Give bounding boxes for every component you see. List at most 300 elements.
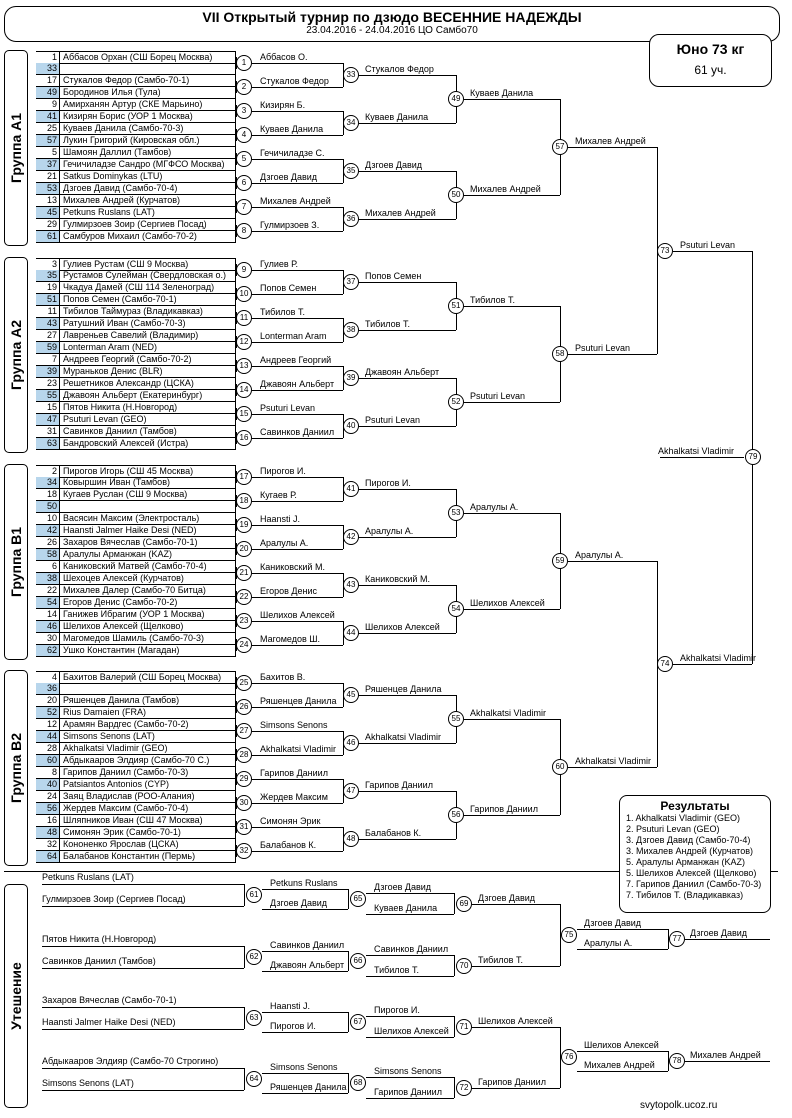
seed-number: 14 xyxy=(36,609,60,620)
match-number: 68 xyxy=(350,1075,366,1091)
bracket-line xyxy=(348,889,349,909)
entry-row xyxy=(36,414,236,426)
bracket-line xyxy=(42,1068,244,1069)
match-number: 30 xyxy=(236,795,252,811)
champion-name: Akhalkatsi Vladimir xyxy=(658,446,735,457)
winner-name: Akhalkatsi Vladimir xyxy=(365,732,442,742)
player-name xyxy=(63,501,236,512)
bracket-line xyxy=(252,366,343,367)
consolation-drop-in: Гарипов Даниил xyxy=(374,1087,442,1097)
seed-number: 35 xyxy=(36,270,60,281)
winner-name: Akhalkatsi Vladimir xyxy=(575,756,652,766)
group-box-b1 xyxy=(4,464,28,660)
winner-name: Гулмирзоев З. xyxy=(260,220,320,230)
bracket-line xyxy=(366,976,454,977)
result-item: 5. Шелихов Алексей (Щелково) xyxy=(626,868,757,878)
bracket-line xyxy=(454,893,455,914)
bracket-line xyxy=(359,633,456,634)
match-number: 71 xyxy=(456,1019,472,1035)
player-name: Михалев Далер (Самбо-70 Битца) xyxy=(63,585,236,596)
seed-number: 64 xyxy=(36,851,60,862)
entry-row xyxy=(36,183,236,195)
seed-number: 3 xyxy=(36,259,60,270)
bracket-line xyxy=(262,889,348,890)
consolation-entrant: Пятов Никита (Н.Новгород) xyxy=(42,934,157,944)
match-number: 25 xyxy=(236,675,252,691)
consolation-entrant: Абдыкааров Элдияр (Самбо-70 Строгино) xyxy=(42,1056,219,1066)
match-number: 1 xyxy=(236,55,252,71)
match-number: 57 xyxy=(552,139,568,155)
player-name xyxy=(63,683,236,694)
player-name: Ратушний Иван (Самбо-70-3) xyxy=(63,318,236,329)
seed-number: 62 xyxy=(36,645,60,656)
bracket-line xyxy=(252,827,343,828)
seed-number: 22 xyxy=(36,585,60,596)
results-title: Результаты xyxy=(660,799,730,813)
bracket-line xyxy=(252,573,343,574)
seed-number: 24 xyxy=(36,791,60,802)
consolation-entrant: Савинков Даниил (Тамбов) xyxy=(42,956,156,966)
winner-name: Андреев Георгий xyxy=(260,355,332,365)
match-number: 73 xyxy=(657,243,673,259)
match-number: 20 xyxy=(236,541,252,557)
bracket-line xyxy=(262,1032,348,1033)
seed-number: 8 xyxy=(36,767,60,778)
bracket-line xyxy=(359,585,456,586)
bracket-line xyxy=(673,664,752,665)
seed-number: 5 xyxy=(36,147,60,158)
entry-row xyxy=(36,330,236,342)
player-name: Абдыкааров Элдияр (Самбо-70 С.) xyxy=(63,755,236,766)
entry-row xyxy=(36,171,236,183)
entry-row xyxy=(36,378,236,390)
winner-name: Михалев Андрей xyxy=(575,136,646,146)
seed-number: 13 xyxy=(36,195,60,206)
seed-number: 47 xyxy=(36,414,60,425)
bracket-line xyxy=(252,183,343,184)
bracket-line xyxy=(464,815,560,816)
match-number: 61 xyxy=(246,887,262,903)
winner-name: Шелихов Алексей xyxy=(470,598,545,608)
seed-number: 53 xyxy=(36,183,60,194)
bracket-line xyxy=(252,525,343,526)
entry-row xyxy=(36,719,236,731)
match-number: 23 xyxy=(236,613,252,629)
player-name xyxy=(63,63,236,74)
player-name: Ганижев Ибрагим (УОР 1 Москва) xyxy=(63,609,236,620)
seed-number: 48 xyxy=(36,827,60,838)
bracket-line xyxy=(366,893,454,894)
entry-row xyxy=(36,63,236,75)
player-name: Муранькoв Денис (BLR) xyxy=(63,366,236,377)
consolation-drop-in: Пирогов И. xyxy=(270,1021,316,1031)
match-number: 66 xyxy=(350,953,366,969)
entry-row xyxy=(36,294,236,306)
consolation-drop-in: Ряшенцев Данила xyxy=(270,1082,347,1092)
bracket-line xyxy=(359,537,456,538)
match-number: 74 xyxy=(657,656,673,672)
bracket-line xyxy=(359,330,456,331)
seed-number: 23 xyxy=(36,378,60,389)
bracket-line xyxy=(252,597,343,598)
bronze-winner: Михалев Андрей xyxy=(690,1050,761,1060)
seed-number: 27 xyxy=(36,330,60,341)
winner-name: Михалев Андрей xyxy=(260,196,331,206)
seed-number: 49 xyxy=(36,87,60,98)
seed-number: 2 xyxy=(36,466,60,477)
match-number: 44 xyxy=(343,625,359,641)
bracket-line xyxy=(359,743,456,744)
winner-name: Кугаев Р. xyxy=(260,490,297,500)
winner-name: Psuturi Levan xyxy=(365,415,421,425)
winner-name: Шелихов Алексей xyxy=(584,1040,659,1050)
group-label: Группа А2 xyxy=(8,319,24,391)
winner-name: Попов Семен xyxy=(365,271,422,281)
bracket-line xyxy=(685,939,770,940)
player-name: Haansti Jalmer Haike Desi (NED) xyxy=(63,525,236,536)
entry-row xyxy=(36,791,236,803)
winner-name: Шелихов Алексей xyxy=(365,622,440,632)
player-name: Psuturi Levan (GEO) xyxy=(63,414,236,425)
match-number: 17 xyxy=(236,469,252,485)
match-number: 5 xyxy=(236,151,252,167)
bracket-line xyxy=(454,1077,455,1098)
player-name: Тибилов Таймураз (Владикавказ) xyxy=(63,306,236,317)
player-name: Попов Семен (Самбо-70-1) xyxy=(63,294,236,305)
match-number: 9 xyxy=(236,262,252,278)
match-number: 77 xyxy=(669,931,685,947)
player-name: Ряшенцев Данила (Тамбов) xyxy=(63,695,236,706)
winner-name: Савинков Даниил xyxy=(260,427,335,437)
consolation-drop-in: Дзгоев Давид xyxy=(270,898,328,908)
winner-name: Akhalkatsi Vladimir xyxy=(470,708,547,718)
winner-name: Аббасов О. xyxy=(260,52,308,62)
match-number: 4 xyxy=(236,127,252,143)
seed-number: 29 xyxy=(36,219,60,230)
match-number: 3 xyxy=(236,103,252,119)
player-name: Шехоцев Алексей (Курчатов) xyxy=(63,573,236,584)
player-name: Гулиев Рустам (СШ 9 Москва) xyxy=(63,259,236,270)
entry-row xyxy=(36,695,236,707)
bracket-line xyxy=(359,219,456,220)
match-number: 14 xyxy=(236,382,252,398)
bracket-line xyxy=(252,803,343,804)
player-name: Жердев Максим (Самбо-70-4) xyxy=(63,803,236,814)
winner-name: Гарипов Даниил xyxy=(478,1076,546,1087)
entry-row xyxy=(36,147,236,159)
results-box xyxy=(619,795,771,913)
bracket-line xyxy=(252,779,343,780)
winner-name: Куваев Данила xyxy=(470,88,534,98)
player-name: Захаров Вячеслав (Самбо-70-1) xyxy=(63,537,236,548)
match-number: 48 xyxy=(343,831,359,847)
bracket-line xyxy=(252,135,343,136)
seed-number: 58 xyxy=(36,549,60,560)
match-number: 31 xyxy=(236,819,252,835)
bracket-line xyxy=(464,195,560,196)
entry-row xyxy=(36,767,236,779)
winner-name: Симонян Эрик xyxy=(260,816,321,826)
player-name: Куваев Данила (Самбо-70-3) xyxy=(63,123,236,134)
winner-name: Шелихов Алексей xyxy=(260,610,335,620)
match-number: 72 xyxy=(456,1080,472,1096)
entry-row xyxy=(36,159,236,171)
bracket-line xyxy=(252,111,343,112)
result-item: 7. Тибилов Т. (Владикавказ) xyxy=(626,890,744,900)
bracket-line xyxy=(359,378,456,379)
player-name: Рустамов Сулейман (Свердловская о.) xyxy=(63,270,236,281)
consolation-entrant: Захаров Вячеслав (Самбо-70-1) xyxy=(42,995,177,1005)
bracket-line xyxy=(673,251,752,252)
match-number: 76 xyxy=(561,1049,577,1065)
bracket-line xyxy=(359,791,456,792)
entry-row xyxy=(36,489,236,501)
bracket-line xyxy=(472,904,560,905)
player-name: Аралулы Арманжан (KAZ) xyxy=(63,549,236,560)
bracket-line xyxy=(262,971,348,972)
bracket-line xyxy=(366,1016,454,1017)
winner-name: Ряшенцев Данила xyxy=(260,696,337,706)
bracket-line xyxy=(348,951,349,971)
winner-name: Савинков Даниил xyxy=(374,944,449,954)
seed-number: 63 xyxy=(36,438,60,449)
match-number: 35 xyxy=(343,163,359,179)
player-name: Гечичиладзе Сандро (МГФСО Москва) xyxy=(63,159,236,170)
entry-row xyxy=(36,438,236,450)
seed-number: 59 xyxy=(36,342,60,353)
match-number: 7 xyxy=(236,199,252,215)
bracket-line xyxy=(568,561,657,562)
entry-row xyxy=(36,707,236,719)
seed-number: 11 xyxy=(36,306,60,317)
bracket-line xyxy=(252,294,343,295)
player-name: Джавоян Альберт (Екатеринбург) xyxy=(63,390,236,401)
player-name: Satkus Dominykas (LTU) xyxy=(63,171,236,182)
entry-row xyxy=(36,827,236,839)
entry-row xyxy=(36,633,236,645)
entry-row xyxy=(36,621,236,633)
bracket-line xyxy=(252,207,343,208)
player-name: Дзгоев Давид (Самбо-70-4) xyxy=(63,183,236,194)
result-item: 2. Psuturi Levan (GEO) xyxy=(626,824,720,834)
entry-row xyxy=(36,231,236,243)
bracket-line xyxy=(42,946,244,947)
seed-number: 4 xyxy=(36,672,60,683)
entry-row xyxy=(36,195,236,207)
player-name: Пирогов Игорь (СШ 45 Москва) xyxy=(63,466,236,477)
seed-number: 34 xyxy=(36,477,60,488)
winner-name: Аралулы А. xyxy=(575,550,624,560)
player-name: Андреев Георгий (Самбо-70-2) xyxy=(63,354,236,365)
category-box xyxy=(649,34,772,87)
winner-name: Lonterman Aram xyxy=(260,331,327,341)
entry-row xyxy=(36,306,236,318)
entry-row xyxy=(36,645,236,657)
match-number: 75 xyxy=(561,927,577,943)
seed-number: 52 xyxy=(36,707,60,718)
consolation-entrant: Haansti Jalmer Haike Desi (NED) xyxy=(42,1017,176,1027)
seed-number: 25 xyxy=(36,123,60,134)
entry-row xyxy=(36,537,236,549)
entry-row xyxy=(36,525,236,537)
entry-row xyxy=(36,779,236,791)
seed-number: 51 xyxy=(36,294,60,305)
match-number: 49 xyxy=(448,91,464,107)
winner-name: Тибилов Т. xyxy=(470,295,515,305)
winner-name: Попов Семен xyxy=(260,283,317,293)
entry-row xyxy=(36,318,236,330)
match-number: 50 xyxy=(448,187,464,203)
seed-number: 17 xyxy=(36,75,60,86)
player-name: Шелихов Алексей (Щелково) xyxy=(63,621,236,632)
match-number: 8 xyxy=(236,223,252,239)
entry-row xyxy=(36,597,236,609)
seed-number: 15 xyxy=(36,402,60,413)
group-box-a1 xyxy=(4,50,28,246)
seed-number: 50 xyxy=(36,501,60,512)
entry-row xyxy=(36,111,236,123)
match-number: 37 xyxy=(343,274,359,290)
consolation-drop-in: Джавоян Альберт xyxy=(270,960,345,970)
seed-number: 33 xyxy=(36,63,60,74)
bracket-line xyxy=(42,906,244,907)
match-number: 42 xyxy=(343,529,359,545)
seed-number: 21 xyxy=(36,171,60,182)
winner-name: Дзгоев Давид xyxy=(584,917,642,928)
seed-number: 43 xyxy=(36,318,60,329)
match-number: 52 xyxy=(448,394,464,410)
match-number: 55 xyxy=(448,711,464,727)
entry-row xyxy=(36,683,236,695)
entry-row xyxy=(36,561,236,573)
consolation-box xyxy=(4,884,28,1108)
winner-name: Haansti J. xyxy=(270,1001,311,1011)
entry-row xyxy=(36,803,236,815)
player-name: Бородинов Илья (Тула) xyxy=(63,87,236,98)
bracket-line xyxy=(252,270,343,271)
bracket-line xyxy=(252,414,343,415)
seed-number: 56 xyxy=(36,803,60,814)
entry-row xyxy=(36,123,236,135)
consolation-entrant: Simsons Senons (LAT) xyxy=(42,1078,134,1088)
winner-name: Магомедов Ш. xyxy=(260,634,320,644)
player-name: Решетников Александр (ЦСКА) xyxy=(63,378,236,389)
winner-name: Ряшенцев Данила xyxy=(365,684,442,694)
bracket-line xyxy=(577,949,668,950)
match-number: 34 xyxy=(343,115,359,131)
seed-number: 16 xyxy=(36,815,60,826)
match-number: 27 xyxy=(236,723,252,739)
player-name: Каниковский Матвей (Самбо-70-4) xyxy=(63,561,236,572)
bracket-line xyxy=(252,501,343,502)
player-name: Simsons Senons (LAT) xyxy=(63,731,236,742)
result-item: 3. Дзгоев Давид (Самбо-70-4) xyxy=(626,835,751,845)
group-box-a2 xyxy=(4,257,28,453)
winner-name: Савинков Даниил xyxy=(270,940,345,950)
player-name: Аббасов Орхан (СШ Борец Москва) xyxy=(63,52,236,63)
match-number: 32 xyxy=(236,843,252,859)
seed-number: 30 xyxy=(36,633,60,644)
entry-row xyxy=(36,390,236,402)
seed-number: 12 xyxy=(36,719,60,730)
match-number: 28 xyxy=(236,747,252,763)
seed-number: 9 xyxy=(36,99,60,110)
bracket-line xyxy=(252,63,343,64)
seed-number: 42 xyxy=(36,525,60,536)
winner-name: Дзгоев Давид xyxy=(260,172,318,182)
match-number: 19 xyxy=(236,517,252,533)
bracket-line xyxy=(262,1012,348,1013)
result-item: 1. Akhalkatsi Vladimir (GEO) xyxy=(626,813,741,823)
bracket-line xyxy=(366,955,454,956)
bracket-line xyxy=(252,477,343,478)
bracket-line xyxy=(252,549,343,550)
seed-number: 20 xyxy=(36,695,60,706)
entry-row xyxy=(36,755,236,767)
match-number: 41 xyxy=(343,481,359,497)
winner-name: Пирогов И. xyxy=(260,466,306,476)
match-number: 21 xyxy=(236,565,252,581)
winner-name: Балабанов К. xyxy=(365,828,422,838)
winner-name: Akhalkatsi Vladimir xyxy=(260,744,337,754)
bracket-line xyxy=(568,147,657,148)
winner-name: Стукалов Федор xyxy=(260,76,329,86)
bracket-line xyxy=(464,99,560,100)
winner-name: Аралулы А. xyxy=(470,502,519,512)
winner-name: Дзгоев Давид xyxy=(365,160,423,170)
bracket-line xyxy=(359,839,456,840)
bracket-line xyxy=(252,707,343,708)
entry-row xyxy=(36,851,236,863)
entry-row xyxy=(36,731,236,743)
bracket-line xyxy=(685,1061,770,1062)
bracket-line xyxy=(252,683,343,684)
entry-row xyxy=(36,99,236,111)
bracket-line xyxy=(252,318,343,319)
entry-row xyxy=(36,549,236,561)
player-name: Лавреньев Савелий (Владимир) xyxy=(63,330,236,341)
winner-name: Тибилов Т. xyxy=(478,954,523,965)
winner-name: Psuturi Levan xyxy=(575,343,631,353)
bracket-line xyxy=(42,884,244,885)
entry-row xyxy=(36,839,236,851)
player-name: Егоров Денис (Самбо-70-2) xyxy=(63,597,236,608)
bracket-line xyxy=(366,1037,454,1038)
bracket-line xyxy=(359,426,456,427)
group-box-b2 xyxy=(4,670,28,866)
winner-name: Куваев Данила xyxy=(365,112,429,122)
seed-number: 10 xyxy=(36,513,60,524)
consolation-drop-in: Куваев Данила xyxy=(374,903,438,913)
player-name: Petkuns Ruslans (LAT) xyxy=(63,207,236,218)
player-name: Арамян Вардгес (Самбо-70-2) xyxy=(63,719,236,730)
player-name: Patsiantos Antonios (CYP) xyxy=(63,779,236,790)
bracket-line xyxy=(464,513,560,514)
bracket-line xyxy=(366,1098,454,1099)
seed-number: 1 xyxy=(36,52,60,63)
seed-number: 55 xyxy=(36,390,60,401)
entry-row xyxy=(36,426,236,438)
bracket-line xyxy=(359,695,456,696)
seed-number: 37 xyxy=(36,159,60,170)
player-name: Ковыршин Иван (Тамбов) xyxy=(63,477,236,488)
bracket-line xyxy=(348,1012,349,1032)
winner-name: Балабанов К. xyxy=(260,840,317,850)
match-number: 15 xyxy=(236,406,252,422)
match-number: 65 xyxy=(350,891,366,907)
winner-name: Михалев Андрей xyxy=(470,184,541,194)
match-number: 64 xyxy=(246,1071,262,1087)
